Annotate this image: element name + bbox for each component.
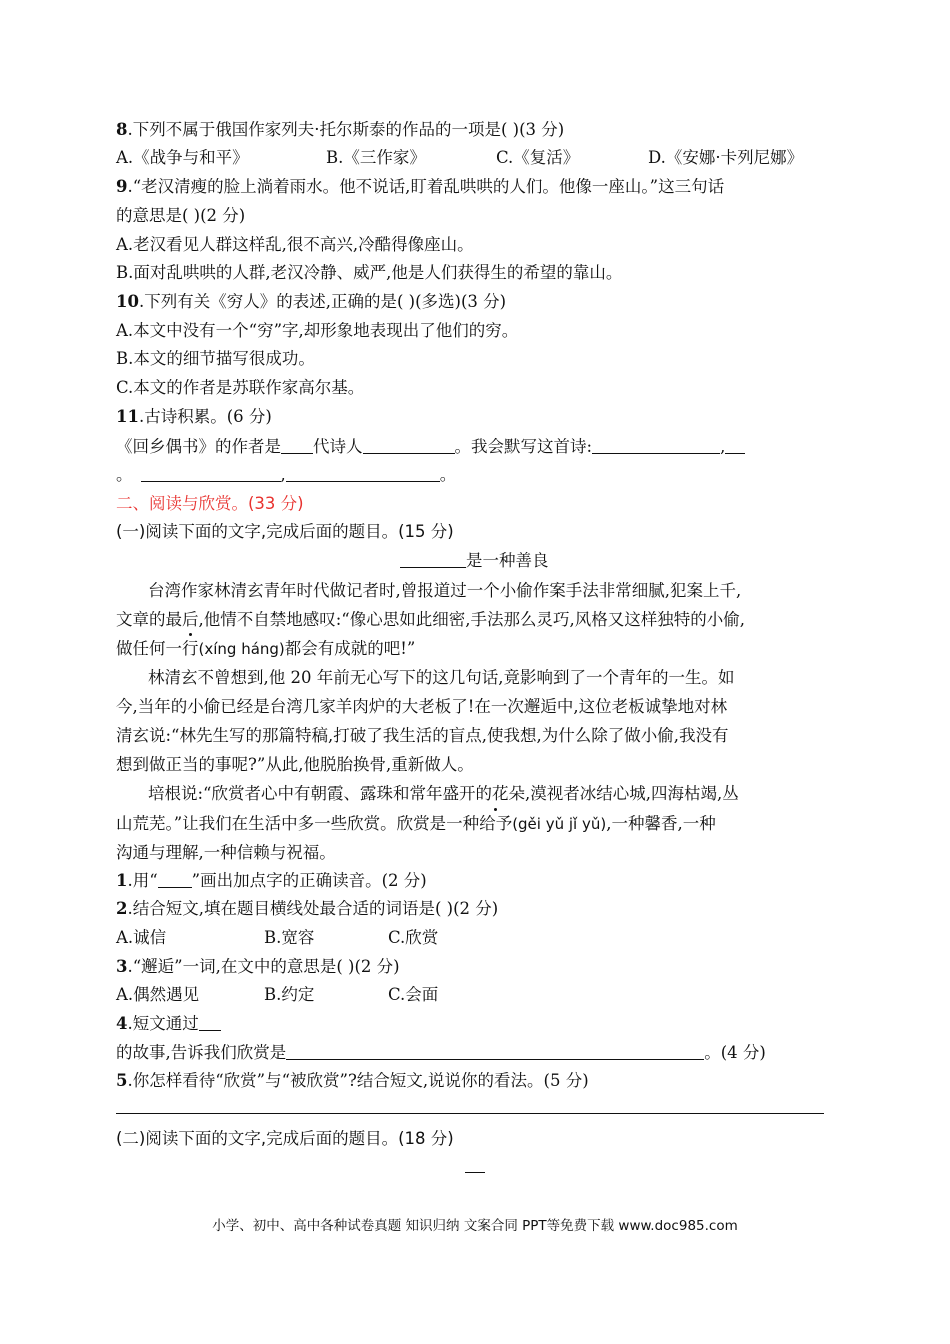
question-9-option-b: B.面对乱哄哄的人群,老汉冷静、威严,他是人们获得生的希望的靠山。 <box>116 263 623 282</box>
passage-p3-line2: 山荒芜。”让我们在生活中多一些欣赏。欣赏是一种给予(gěi yǔ jǐ yǔ),一种馨香,一种 <box>116 814 716 833</box>
question-10-option-a: A.本文中没有一个“穷”字,却形象地表现出了他们的穷。 <box>116 321 519 340</box>
blank-poem-2[interactable] <box>725 437 745 454</box>
question-10-option-c: C.本文的作者是苏联作家高尔基。 <box>116 378 365 397</box>
option-b: B.《三作家》 <box>326 148 426 167</box>
passage-p1-line1: 台湾作家林清玄青年时代做记者时,曾报道过一个小偷作案手法非常细腻,犯案上千, <box>148 581 742 600</box>
question-10-option-b: B.本文的细节描写很成功。 <box>116 349 315 368</box>
option-c: C.会面 <box>388 985 439 1004</box>
passage-p3-line3: 沟通与理解,一种信赖与祝福。 <box>116 843 336 862</box>
passage-p1-line2: 文章的最后,他情不自禁地感叹:“像心思如此细密,手法那么灵巧,风格又这样独特的小偷, <box>116 610 745 629</box>
pinyin-options: (gěi yǔ jǐ yǔ) <box>512 815 607 833</box>
option-c: C.欣赏 <box>388 928 439 947</box>
blank-poem-1[interactable] <box>592 437 720 454</box>
q5-answer-line[interactable] <box>116 1113 824 1114</box>
question-10: 10.下列有关《穷人》的表述,正确的是( )(多选)(3 分) <box>116 292 507 311</box>
reading-question-4-cont: 的故事,告诉我们欣赏是 。(4 分) <box>116 1043 766 1062</box>
passage-p2-line1: 林清玄不曾想到,他 20 年前无心写下的这几句话,竟影响到了一个青年的一生。如 <box>148 668 735 687</box>
question-8: 8.下列不属于俄国作家列夫·托尔斯泰的作品的一项是( )(3 分) <box>116 120 565 139</box>
blank-poem-4[interactable] <box>286 465 440 482</box>
option-b: B.宽容 <box>264 928 315 947</box>
part-2-title: (二)阅读下面的文字,完成后面的题目。(18 分) <box>116 1129 454 1148</box>
option-c: C.《复活》 <box>496 148 580 167</box>
question-11: 11.古诗积累。(6 分) <box>116 407 272 426</box>
question-11-line1: 《回乡偶书》的作者是 代诗人 。我会默写这首诗: , <box>116 436 745 458</box>
passage-p2-line2: 今,当年的小偷已经是台湾几家羊肉炉的大老板了!在一次邂逅中,这位老板诚挚地对林 <box>116 697 728 716</box>
option-a: A.诚信 <box>116 928 167 947</box>
reading-question-4: 4.短文通过 <box>116 1013 221 1035</box>
blank-poet[interactable] <box>363 437 455 454</box>
passage-title: 是一种善良 <box>400 550 549 572</box>
blank-dynasty[interactable] <box>281 437 313 454</box>
q4-blank-2[interactable] <box>286 1043 704 1060</box>
option-b: B.约定 <box>264 985 315 1004</box>
dotted-char: 行 <box>182 639 199 658</box>
q4-blank-1[interactable] <box>199 1014 221 1031</box>
footer: 小学、初中、高中各种试卷真题 知识归纳 文案合同 PPT等免费下载 www.doc985.com <box>212 1218 738 1234</box>
blank-poem-3[interactable] <box>141 465 281 482</box>
option-a: A.偶然遇见 <box>116 985 200 1004</box>
question-9-cont: 的意思是( )(2 分) <box>116 206 246 225</box>
passage-p2-line3: 清玄说:“林先生写的那篇特稿,打破了我生活的盲点,使我想,为什么除了做小偷,我没有 <box>116 726 729 745</box>
question-9-option-a: A.老汉看见人群这样乱,很不高兴,冷酷得像座山。 <box>116 235 474 254</box>
dotted-chars: 给予 <box>479 814 513 833</box>
option-d: D.《安娜·卡列尼娜》 <box>648 148 804 167</box>
passage-title-blank[interactable] <box>400 551 466 568</box>
option-a: A.《战争与和平》 <box>116 148 249 167</box>
passage-p3-line1: 培根说:“欣赏者心中有朝霞、露珠和常年盛开的花朵,漠视者冰结心城,四海枯竭,丛 <box>148 784 739 803</box>
reading-question-1: 1.用“ ”画出加点字的正确读音。(2 分) <box>116 871 427 890</box>
question-11-line2: 。 , 。 <box>116 465 457 484</box>
section-2-title: 二、阅读与欣赏。(33 分) <box>116 494 304 513</box>
question-9: 9.“老汉清瘦的脸上淌着雨水。他不说话,盯着乱哄哄的人们。他像一座山。”这三句话 <box>116 177 725 196</box>
reading-question-3: 3.“邂逅”一词,在文中的意思是( )(2 分) <box>116 957 400 976</box>
part-1-title: (一)阅读下面的文字,完成后面的题目。(15 分) <box>116 522 454 541</box>
reading-question-5: 5.你怎样看待“欣赏”与“被欣赏”?结合短文,说说你的看法。(5 分) <box>116 1071 589 1090</box>
pinyin-options: (xíng háng) <box>198 640 285 658</box>
passage-p1-line3: 做任何一行(xíng háng)都会有成就的吧!” <box>116 639 416 658</box>
q1-blank[interactable] <box>158 871 192 888</box>
reading-question-2: 2.结合短文,填在题目横线处最合适的词语是( )(2 分) <box>116 899 499 918</box>
page-mark <box>465 1172 485 1173</box>
passage-p2-line4: 想到做正当的事呢?”从此,他脱胎换骨,重新做人。 <box>116 755 474 774</box>
